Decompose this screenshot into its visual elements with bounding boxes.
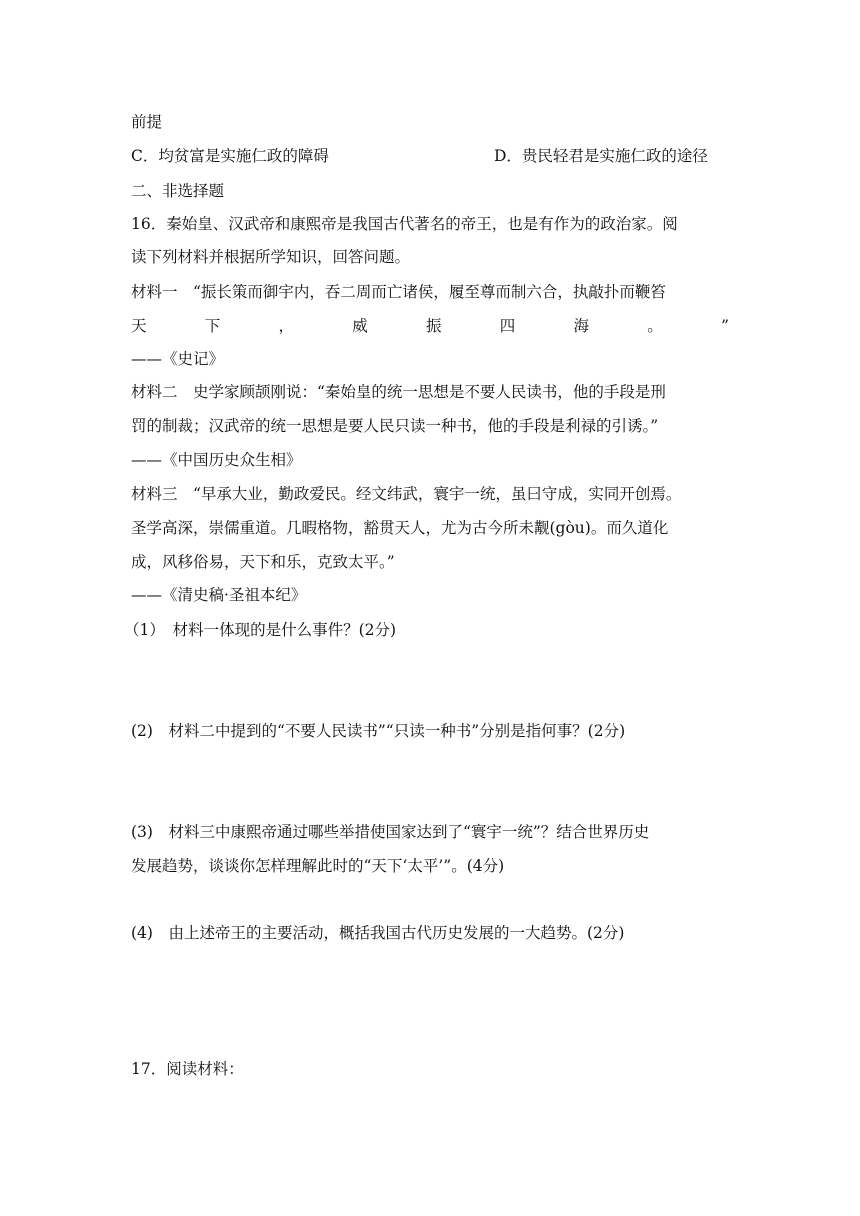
question-16-stem-cont: 读下列材料并根据所学知识，回答问题。	[131, 248, 411, 266]
material-1-source: ——《史记》	[131, 350, 225, 368]
option-d: D．贵民轻君是实施仁政的途径	[494, 147, 708, 165]
spread-char: 海	[573, 317, 590, 335]
spread-char: 天	[131, 317, 147, 335]
spread-char: 威	[352, 317, 368, 335]
spread-char: ”	[721, 317, 729, 335]
material-2-text-cont: 罚的制裁；汉武帝的统一思想是要人民只读一种书，他的手段是利禄的引诱。”	[131, 417, 659, 435]
material-1-text: 材料一 “振长策而御宇内，吞二周而亡诸侯，履至尊而制六合，执敲扑而鞭笞	[131, 283, 666, 301]
option-c: C．均贫富是实施仁政的障碍	[131, 147, 329, 165]
material-3-text-cont: 圣学高深，崇儒重道。几暇格物，豁贯天人，尤为古今所未觏(gòu)。而久道化	[131, 519, 669, 537]
spread-char: ，	[278, 317, 295, 335]
material-2-source: ——《中国历史众生相》	[131, 451, 302, 469]
sub-question-1: （1） 材料一体现的是什么事件？(2分)	[124, 621, 397, 639]
section-heading: 二、非选择题	[131, 182, 225, 200]
spread-char: 下	[204, 317, 221, 335]
spread-char: 四	[499, 317, 516, 335]
sub-question-3-cont: 发展趋势，谈谈你怎样理解此时的“天下‘太平’”。(4分)	[131, 857, 505, 875]
spread-char: 。	[647, 317, 663, 335]
question-17-stem: 17．阅读材料：	[131, 1060, 244, 1078]
material-1-justified-line	[131, 316, 729, 336]
text-line: 前提	[131, 113, 163, 131]
spread-char: 振	[426, 317, 442, 335]
material-3-source: ——《清史稿·圣祖本纪》	[131, 586, 307, 604]
material-3-text-cont2: 成，风移俗易，天下和乐，克致太平。”	[131, 553, 395, 571]
sub-question-4: (4) 由上述帝王的主要活动，概括我国古代历史发展的一大趋势。(2分)	[131, 924, 625, 942]
sub-question-2: (2) 材料二中提到的“不要人民读书”“只读一种书”分别是指何事？(2分)	[131, 722, 626, 740]
material-3-text: 材料三 “早承大业，勤政爱民。经文纬武，寰宇一统，虽曰守成，实同开创焉。	[131, 485, 682, 503]
question-16-stem: 16．秦始皇、汉武帝和康熙帝是我国古代著名的帝王，也是有作为的政治家。阅	[131, 215, 678, 233]
sub-question-3: (3) 材料三中康熙帝通过哪些举措使国家达到了“寰宇一统”？结合世界历史	[131, 823, 650, 841]
material-2-text: 材料二 史学家顾颉刚说：“秦始皇的统一思想是不要人民读书，他的手段是刑	[131, 383, 666, 401]
